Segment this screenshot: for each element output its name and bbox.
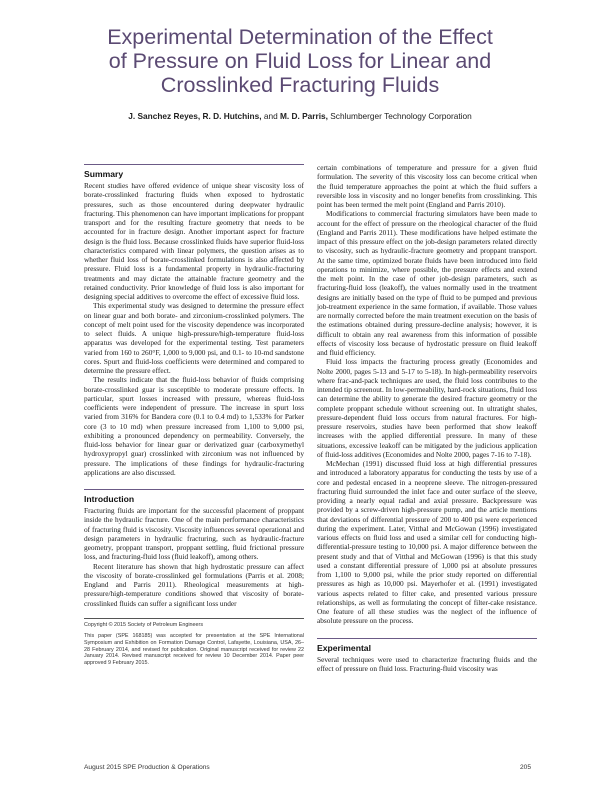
author-last: M. D. Parris, (280, 111, 328, 121)
footnote-text: This paper (SPE 168185) was accepted for presentation at the SPE International Symposium and Exhibition on Formation Damage Control, Lafayette, Louisiana, USA, 26–28 February 2014, and revised for publication. Original manuscript received for review 22 January 2014. Revised manuscript received for review 10 December 2014. Paper peer approved 9 February 2015. (84, 633, 304, 666)
summary-paragraph-1: Recent studies have offered evidence of unique shear viscosity loss of borate-crosslinked fracturing fluids when exposed to hydrostatic pressures, such as those encountered during deepwater hydraulic fracturing. This phenomenon can have important implications for proppant transport and for the resulting fracture geometry that needs to be accounted for in fracture design. Another important aspect for fracture design is the fluid loss. Because crosslinked fluids have superior fluid-loss characteristics compared with linear polymers, the question arises as to whether fluid loss of borate-crosslinked formulations is also affected by pressure. Fluid loss is a fundamental property in hydraulic-fracturing treatments and may dictate the attainable fracture geometry and the retained conductivity. Prior knowledge of fluid loss is also important for designing special additives to overcome the effect of excessive fluid loss. (84, 181, 304, 301)
introduction-paragraph-1: Fracturing fluids are important for the successful placement of proppant inside the hydraulic fracture. One of the main performance characteristics of fracturing fluid is viscosity. Viscosity influences several operational and design parameters in hydraulic fracturing, such as hydraulic-fracture geometry, proppant transport, proppant settling, fluid frictional pressure loss, and fracturing-fluid loss (fluid leakoff), among others. (84, 506, 304, 562)
paper-title (40, 25, 560, 97)
summary-heading: Summary (84, 164, 304, 179)
author-and: and (261, 111, 280, 121)
author-line (40, 111, 560, 121)
right-paragraph-2: Modifications to commercial fracturing simulators have been made to account for the effect of pressure on the rheological character of the fluid (England and Parris 2011). These modifications have helped estimate the impact of this pressure effect on the job-design parameters related directly to viscosity, such as hydraulic-fracture geometry and proppant transport. At the same time, optimized borate fluids have been introduced into field operations to minimize, where possible, the pressure effects and extend the melt point. In the case of other job-design parameters, such as fracturing-fluid loss (leakoff), the values normally used in the treatment designs are initially based on the type of fluid to be pumped and previous job-treatment experience in the same formation, if available. Those values are normally corrected before the main treatment execution on the basis of the estimations obtained during pressure-decline analysis; however, it is difficult to obtain any real awareness from this information of possible effects of viscosity loss because of hydrostatic pressure on fluid leakoff and fluid efficiency. (317, 209, 537, 357)
introduction-paragraph-2: Recent literature has shown that high hydrostatic pressure can affect the viscosity of borate-crosslinked gel formulations (Parris et al. 2008; England and Parris 2011). Rheological measurements at high-pressure/high-temperature conditions showed that viscosity of borate-crosslinked fluids can suffer a significant loss under (84, 561, 304, 608)
summary-paragraph-2: This experimental study was designed to determine the pressure effect on linear guar and both borate- and zirconium-crosslinked polymers. The concept of melt point used for the viscosity dependence was incorporated to select fluids. A unique high-pressure/high-temperature fluid-loss apparatus was developed for the experimental testing. Test parameters varied from 160 to 260°F, 1,000 to 9,000 psi, and 0.1- to 10-md sandstone cores. Spurt and fluid-loss coefficients were determined and compared to determine the pressure effect. (84, 301, 304, 375)
right-paragraph-3: Fluid loss impacts the fracturing process greatly (Economides and Nolte 2000, pages 5-13 and 5-17 to 5-18). In high-permeability reservoirs where frac-and-pack techniques are used, the fluid loss contributes to the intended tip screenout. In low-permeability, hard-rock situations, fluid loss can determine the ability to generate the desired fracture geometry or the complete proppant schedule without screening out. In ultratight shales, pressure-dependent fluid loss occurs from natural fractures. For high-pressure reservoirs, studies have been performed that show leakoff increases with the applied differential pressure. In many of these situations, excessive leakoff can be mitigated by the judicious application of fluid-loss additives (Economides and Nolte 2000, pages 7-16 to 7-18). (317, 357, 537, 459)
title-line-2: of Pressure on Fluid Loss for Linear and (108, 49, 492, 73)
summary-paragraph-3: The results indicate that the fluid-loss behavior of fluids comprising borate-crosslinked guar is susceptible to moderate pressure effects. In particular, spurt losses increased with pressure, whereas fluid-loss coefficients were independent of pressure. The increase in spurt loss varied from 316% for Bandera core (0.1 to 0.4 md) to 1,533% for Parker core (3 to 10 md) when pressure increased from 1,100 to 9,000 psi, exhibiting a pronounced dependency on permeability. Conversely, the fluid-loss behavior for linear guar or derivatized guar (carboxymethyl hydroxypropyl guar) crosslinked with zirconium was not influenced by pressure. The implications of these findings for hydraulic-fracturing applications are also discussed. (84, 375, 304, 477)
introduction-heading: Introduction (84, 489, 304, 504)
title-line-3: Crosslinked Fracturing Fluids (160, 73, 440, 97)
experimental-heading: Experimental (317, 638, 537, 653)
right-paragraph-4: McMechan (1991) discussed fluid loss at high differential pressures and introduced a laboratory apparatus for conducting the tests by use of a core and pedestal encased in a neoprene sleeve. The nitrogen-pressured fracturing fluid surrounded the inlet face and outer surface of the sleeve, providing a nearly equal radial and axial pressure. Backpressure was provided by a screw-driven high-pressure pump, and the article mentions that deviations of differential pressure of 200 to 400 psi were experienced during the experiment. Later, Vitthal and McGowan (1996) investigated various effects on fluid loss and used a similar cell for conducting high-differential-pressure testing to 10,000 psi. A major difference between the present study and that of Vitthal and McGowan (1996) is that this study used a constant differential pressure of 1,000 psi at absolute pressures from 1,100 to 9,000 psi, while the prior study reported on differential pressures as high as 10,000 psi. Mayerhofer et al. (1991) investigated various aspects related to filter cake, and presented various pressure relationships, as well as formulating the concept of filter-cake resistance. One feature of all these studies was the neglect of the influence of absolute pressure on the process. (317, 459, 537, 626)
author-names: J. Sanchez Reyes, R. D. Hutchins, (128, 111, 262, 121)
journal-footer: August 2015 SPE Production & Operations (84, 764, 210, 771)
experimental-paragraph-1: Several techniques were used to characterize fracturing fluids and the effect of pressure on fluid loss. Fracturing-fluid viscosity was (317, 654, 537, 673)
right-paragraph-1: certain combinations of temperature and pressure for a given fluid formulation. The severity of this viscosity loss can become critical when the fluid temperature approaches the point at which the fluid suffers a reversible loss in viscosity and no longer benefits from crosslinking. This point has been termed the melt point (England and Parris 2010). (317, 163, 537, 209)
author-affiliation: Schlumberger Technology Corporation (327, 111, 472, 121)
footnote (84, 618, 304, 667)
copyright-notice: Copyright © 2015 Society of Petroleum Engineers (84, 621, 204, 628)
title-line-1: Experimental Determination of the Effect (107, 25, 493, 49)
right-column (317, 163, 537, 673)
left-column (84, 164, 304, 666)
page-number: 205 (520, 764, 532, 771)
